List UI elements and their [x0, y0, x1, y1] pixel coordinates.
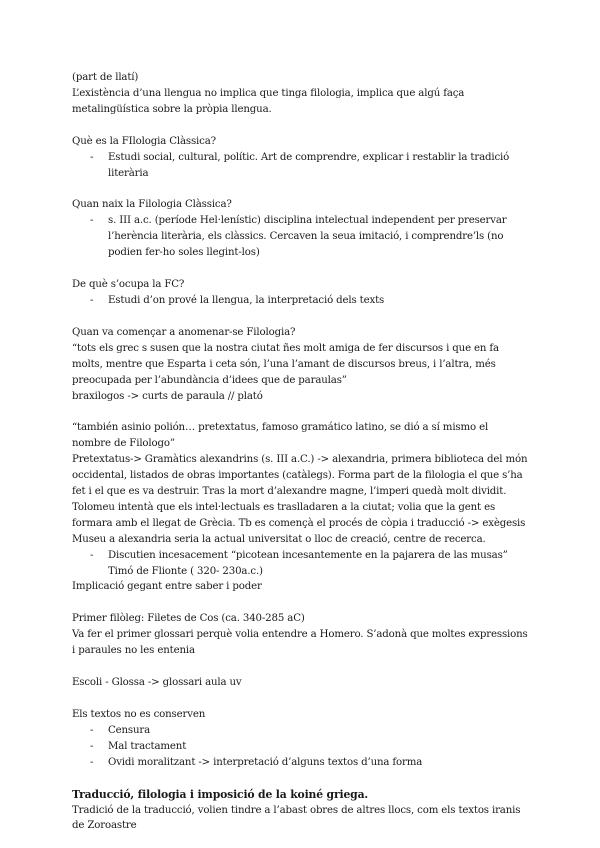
list-que-es-fc: [72, 150, 530, 182]
question-que-es-fc: Què es la FIlologia Clàssica?: [72, 135, 216, 147]
paragraph-escoli: Escoli - Glossa -> glossari aula uv: [72, 677, 242, 689]
document-body: [72, 70, 530, 834]
paragraph-museu: Museu a alexandria seria la actual universitat o lloc de creació, centre de recerca.: [72, 533, 486, 545]
paragraph-traduccio: Tradició de la traducció, volien tindre a l’abast obres de altres llocs, com els textos iranis de Zoroastre: [72, 804, 521, 832]
paragraph-textos: Els textos no es conserven: [72, 709, 206, 720]
quote-asinio-polion: “también asinio polión… pretextatus, famoso gramático latino, se dió a sí mismo el nombre de Filologo”: [72, 422, 489, 450]
paragraph-braxilogos: braxilogos -> curts de paraula // plató: [72, 390, 263, 402]
list-item: - s. III a.c. (període Hel·lenístic) disciplina intelectual independent per preservar l’herència literària, els clàssics. Cercaven la seua imitació, i comprendre’ls (no podien fer-ho soles llegint-los): [72, 213, 530, 261]
list-museu: [72, 548, 530, 580]
list-item: - Ovidi moralitzant -> interpretació d’alguns textos d’una forma: [72, 755, 530, 771]
quote-grecs: “tots els grec s susen que la nostra ciutat ñes molt amiga de fer discursos i que en fa molts, mentre que Esparta i ceta són, l’una l’amant de discursos breus, i l’altra, més preocupada per l’abundància d’idees que de paraulas”: [72, 342, 499, 386]
paragraph-primer-filoleg: Primer filòleg: Filetes de Cos (ca. 340-285 aC): [72, 613, 305, 625]
section-heading: Traducció, filologia i imposició de la koiné griega.: [72, 787, 369, 801]
list-item: - Estudi social, cultural, polític. Art de comprendre, explicar i restablir la tradició literària: [72, 150, 530, 182]
list-quan-naix: [72, 213, 530, 261]
paragraph-existencia: L’existència d’una llengua no implica que tinga filologia, implica que algú faça metalingüística sobre la pròpia llengua.: [72, 87, 465, 115]
list-item: - Discutien incesacement “picotean incesantemente en la pajarera de las musas” Timó de Flionte ( 320- 230a.c.): [72, 548, 530, 580]
question-anomenar-filologia: Quan va començar a anomenar-se Filologia?: [72, 326, 296, 338]
paragraph-pretextatus: Pretextatus-> Gramàtics alexandrins (s. III a.C.) -> alexandria, primera biblioteca del món occidental, listados de obras importantes (catàlegs). Forma part de la filologia el que s’ha fet i el que es va destruir. Tras la mort d’alexandre magne, l’imperi quedà molt dividit. Tolomeu intentà que els intel·lectuals es traslladaren a la ciutat; volia que la gent es formara amb el llegat de Grècia. Tb es començà el procés de còpia i traducció -> exègesis: [72, 454, 528, 529]
list-de-que-socupa: [72, 293, 530, 309]
paragraph-implicacio: Implicació gegant entre saber i poder: [72, 581, 262, 593]
list-item: - Censura: [72, 723, 530, 739]
list-textos: [72, 723, 530, 771]
list-item: - Estudi d’on prové la llengua, la interpretació dels texts: [72, 293, 530, 309]
list-item: - Mal tractament: [72, 739, 530, 755]
paragraph-part-de-llati: (part de llatí): [72, 72, 139, 83]
question-de-que-socupa: De què s’ocupa la FC?: [72, 279, 185, 291]
question-quan-naix: Quan naix la Filologia Clàssica?: [72, 199, 232, 211]
paragraph-glossari: Va fer el primer glossari perquè volia entendre a Homero. S’adonà que moltes expressions i paraules no les entenia: [72, 629, 528, 657]
